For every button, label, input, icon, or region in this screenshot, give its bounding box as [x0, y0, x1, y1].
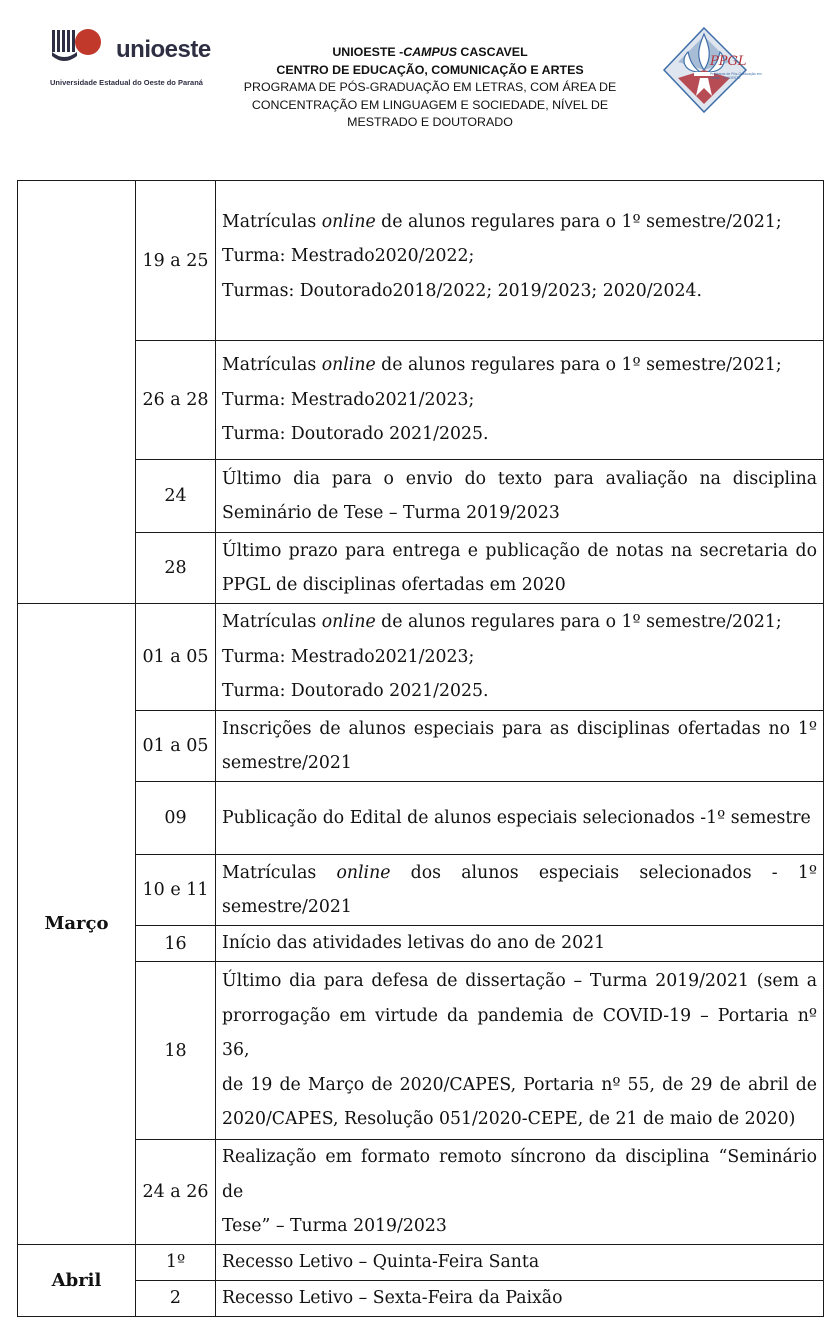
table-row [18, 604, 824, 711]
table-row [18, 460, 824, 533]
month-cell-march: Março [18, 604, 136, 1245]
date-cell: 01 a 05 [136, 711, 216, 782]
description-cell: Matrículas online de alunos regulares para o 1º semestre/2021; Turma: Mestrado2020/2022; Turmas: Doutorado2018/2022; 2019/2023; 2020/2024. [216, 181, 824, 341]
program-line-1: PROGRAMA DE PÓS-GRADUAÇÃO EM LETRAS, COM ÁREA DE [243, 80, 617, 94]
center-line: CENTRO DE EDUCAÇÃO, COMUNICAÇÃO E ARTES [276, 62, 584, 77]
unioeste-logo [50, 28, 210, 90]
description-cell: Último prazo para entrega e publicação de notas na secretaria do PPGL de disciplinas ofertadas em 2020 [216, 533, 824, 604]
table-row [18, 711, 824, 782]
description-cell: Matrículas online dos alunos especiais selecionados - 1º semestre/2021 [216, 855, 824, 926]
date-cell: 19 a 25 [136, 181, 216, 341]
description-cell: Último dia para defesa de dissertação – Turma 2019/2021 (sem a prorrogação em virtude da pandemia de COVID-19 – Portaria nº 36, de 19 de Março de 2020/CAPES, Portaria nº 55, de 29 de abril de 2020/CAPES, Resolução 051/2020-CEPE, de 21 de maio de 2020) [216, 962, 824, 1140]
date-cell: 1º [136, 1244, 216, 1280]
table-row [18, 341, 824, 460]
ppgl-fleur-de-lis-icon [660, 22, 770, 118]
date-cell: 09 [136, 782, 216, 855]
program-line-2: CONCENTRAÇÃO EM LINGUAGEM E SOCIEDADE, NÍVEL DE [251, 97, 609, 112]
month-cell-april: Abril [18, 1244, 136, 1316]
table-row [18, 855, 824, 926]
academic-calendar-table [17, 180, 824, 1317]
date-cell: 10 e 11 [136, 855, 216, 926]
description-cell: Recesso Letivo – Sexta-Feira da Paixão [216, 1280, 824, 1316]
date-cell: 2 [136, 1280, 216, 1316]
date-cell: 26 a 28 [136, 341, 216, 460]
description-cell: Inscrições de alunos especiais para as disciplinas ofertadas no 1º semestre/2021 [216, 711, 824, 782]
description-cell: Recesso Letivo – Quinta-Feira Santa [216, 1244, 824, 1280]
table-row [18, 1280, 824, 1316]
table-row [18, 181, 824, 341]
ppgl-logo [660, 22, 770, 118]
document-header [0, 0, 830, 160]
institution-heading [230, 44, 630, 132]
description-cell: Publicação do Edital de alunos especiais selecionados -1º semestre [216, 782, 824, 855]
table-row [18, 926, 824, 962]
table-row [18, 1140, 824, 1245]
month-cell-empty [18, 181, 136, 604]
description-cell: Matrículas online de alunos regulares para o 1º semestre/2021; Turma: Mestrado2021/2023; Turma: Doutorado 2021/2025. [216, 604, 824, 711]
date-cell: 18 [136, 962, 216, 1140]
unioeste-emblem-icon [50, 28, 112, 68]
description-cell: Início das atividades letivas do ano de 2021 [216, 926, 824, 962]
program-line-3: MESTRADO E DOUTORADO [347, 115, 513, 129]
table-row [18, 1244, 824, 1280]
description-cell: Último dia para o envio do texto para avaliação na disciplina Seminário de Tese – Turma 2019/2023 [216, 460, 824, 533]
table-row [18, 533, 824, 604]
ppgl-subtitle: Programa de Pós-Graduação em Letras - UNIOESTE [710, 72, 762, 80]
date-cell: 16 [136, 926, 216, 962]
date-cell: 24 [136, 460, 216, 533]
date-cell: 28 [136, 533, 216, 604]
unioeste-subtitle: Universidade Estadual do Oeste do Paraná [50, 78, 203, 87]
table-row [18, 782, 824, 855]
unioeste-wordmark: unioeste [116, 36, 211, 63]
description-cell: Matrículas online de alunos regulares para o 1º semestre/2021; Turma: Mestrado2021/2023; Turma: Doutorado 2021/2025. [216, 341, 824, 460]
ppgl-wordmark: PPGL [710, 54, 747, 69]
description-cell: Realização em formato remoto síncrono da disciplina “Seminário de Tese” – Turma 2019/2023 [216, 1140, 824, 1245]
table-row [18, 962, 824, 1140]
campus-line: UNIOESTE -CAMPUS CASCAVEL [332, 45, 528, 59]
date-cell: 24 a 26 [136, 1140, 216, 1245]
date-cell: 01 a 05 [136, 604, 216, 711]
